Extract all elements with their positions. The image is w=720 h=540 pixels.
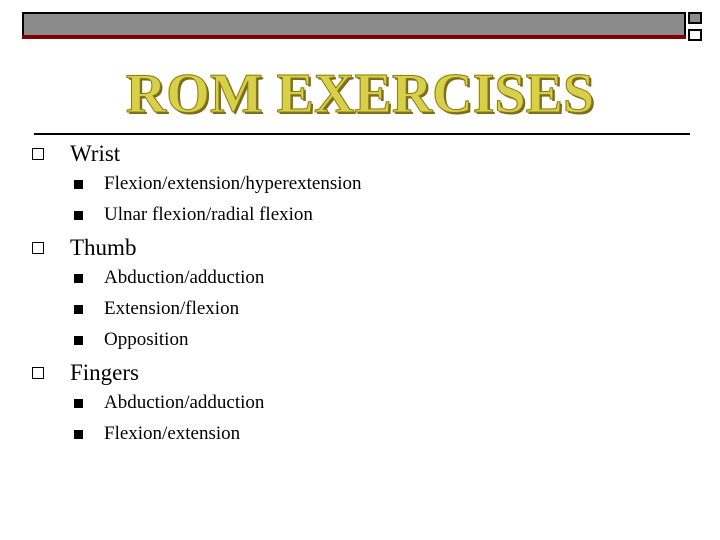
list-item-text: Flexion/extension/hyperextension (104, 173, 362, 194)
filled-square-bullet-icon (74, 274, 83, 283)
list-item-text: Extension/flexion (104, 298, 240, 319)
filled-square-bullet-icon (74, 211, 83, 220)
corner-square-bottom (688, 29, 702, 41)
list-item (32, 297, 692, 328)
section-label: Thumb (70, 235, 137, 260)
filled-square-bullet-icon (74, 305, 83, 314)
list-item (32, 391, 692, 422)
filled-square-bullet-icon (74, 180, 83, 189)
list-item-text: Abduction/adduction (104, 392, 265, 413)
section-label: Fingers (70, 360, 139, 385)
hollow-square-bullet-icon (32, 367, 44, 379)
list-item-text: Opposition (104, 329, 189, 350)
list-item-text: Ulnar flexion/radial flexion (104, 204, 313, 225)
corner-square-top (688, 12, 702, 24)
filled-square-bullet-icon (74, 336, 83, 345)
list-item (32, 172, 692, 203)
filled-square-bullet-icon (74, 399, 83, 408)
list-item-text: Flexion/extension (104, 423, 241, 444)
filled-square-bullet-icon (74, 430, 83, 439)
list-item (32, 266, 692, 297)
section-thumb (32, 234, 692, 266)
list-item (32, 422, 692, 453)
hollow-square-bullet-icon (32, 242, 44, 254)
list-item (32, 203, 692, 234)
title-divider (34, 133, 690, 135)
bullet-list (32, 140, 692, 453)
list-item-text: Abduction/adduction (104, 267, 265, 288)
hollow-square-bullet-icon (32, 148, 44, 160)
section-wrist (32, 140, 692, 172)
section-fingers (32, 359, 692, 391)
header-stripe (22, 35, 686, 39)
list-item (32, 328, 692, 359)
slide-title: ROM EXERCISES (125, 63, 595, 125)
section-label: Wrist (70, 141, 121, 166)
